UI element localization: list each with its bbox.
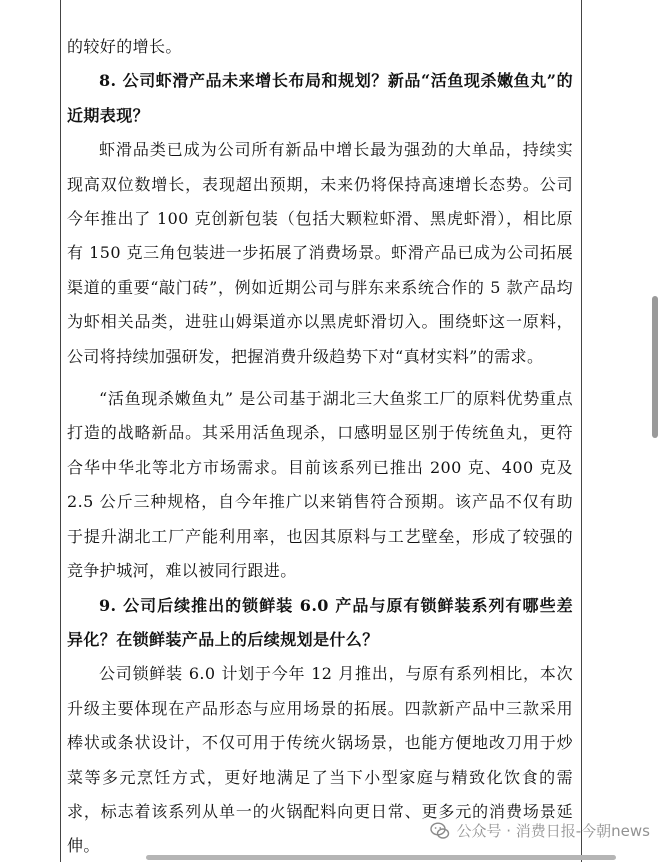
wechat-icon [430,821,450,841]
table-border-left [60,0,61,862]
watermark-text: 公众号 · 消费日报-今朝news [456,822,650,840]
body-paragraph: 公司锁鲜装 6.0 计划于今年 12 月推出，与原有系列相比，本次升级主要体现在产品形态与应用场景的拓展。四款新产品中三款采用棒状或条状设计，不仅可用于传统火锅场景，也能方便地改刀用于炒菜等多元烹饪方式，更好地满足了当下小型家庭与精致化饮食的需求，标志着该系列从单一的火锅配料向更日常、更多元的消费场景延伸。 [67,664,573,856]
horizontal-scrollbar[interactable] [146,855,616,860]
question-heading: 9. 公司后续推出的锁鲜装 6.0 产品与原有锁鲜装系列有哪些差异化？在锁鲜装产品上的后续规划是什么？ [67,595,573,649]
body-paragraph: 的较好的增长。 [67,37,182,56]
document-body [67,30,573,864]
body-paragraph: “活鱼现杀嫩鱼丸” 是公司基于湖北三大鱼浆工厂的原料优势重点打造的战略新品。其采用活鱼现杀，口感明显区别于传统鱼丸，更符合华中华北等北方市场需求。目前该系列已推出 200 克、400 克及 2.5 公斤三种规格，自今年推广以来销售符合预期。该产品不仅有助于提升湖北工厂产能利用率，也因其原料与工艺壁垒，形成了较强的竞争护城河，难以被同行跟进。 [67,389,573,581]
question-heading: 8. 公司虾滑产品未来增长布局和规划？新品“活鱼现杀嫩鱼丸”的近期表现？ [67,71,573,125]
body-paragraph: 虾滑品类已成为公司所有新品中增长最为强劲的大单品，持续实现高双位数增长，表现超出预期，未来仍将保持高速增长态势。公司今年推出了 100 克创新包装（包括大颗粒虾滑、黑虎虾滑），相比原有 150 克三角包装进一步拓展了消费场景。虾滑产品已成为公司拓展渠道的重要“敲门砖”，例如近期公司与胖东来系统合作的 5 款产品均为虾相关品类，进驻山姆渠道亦以黑虎虾滑切入。围绕虾这一原料，公司将持续加强研发，把握消费升级趋势下对“真材实料”的需求。 [67,140,573,366]
watermark [430,820,650,841]
table-border-right [581,0,582,862]
vertical-scrollbar[interactable] [652,296,658,438]
